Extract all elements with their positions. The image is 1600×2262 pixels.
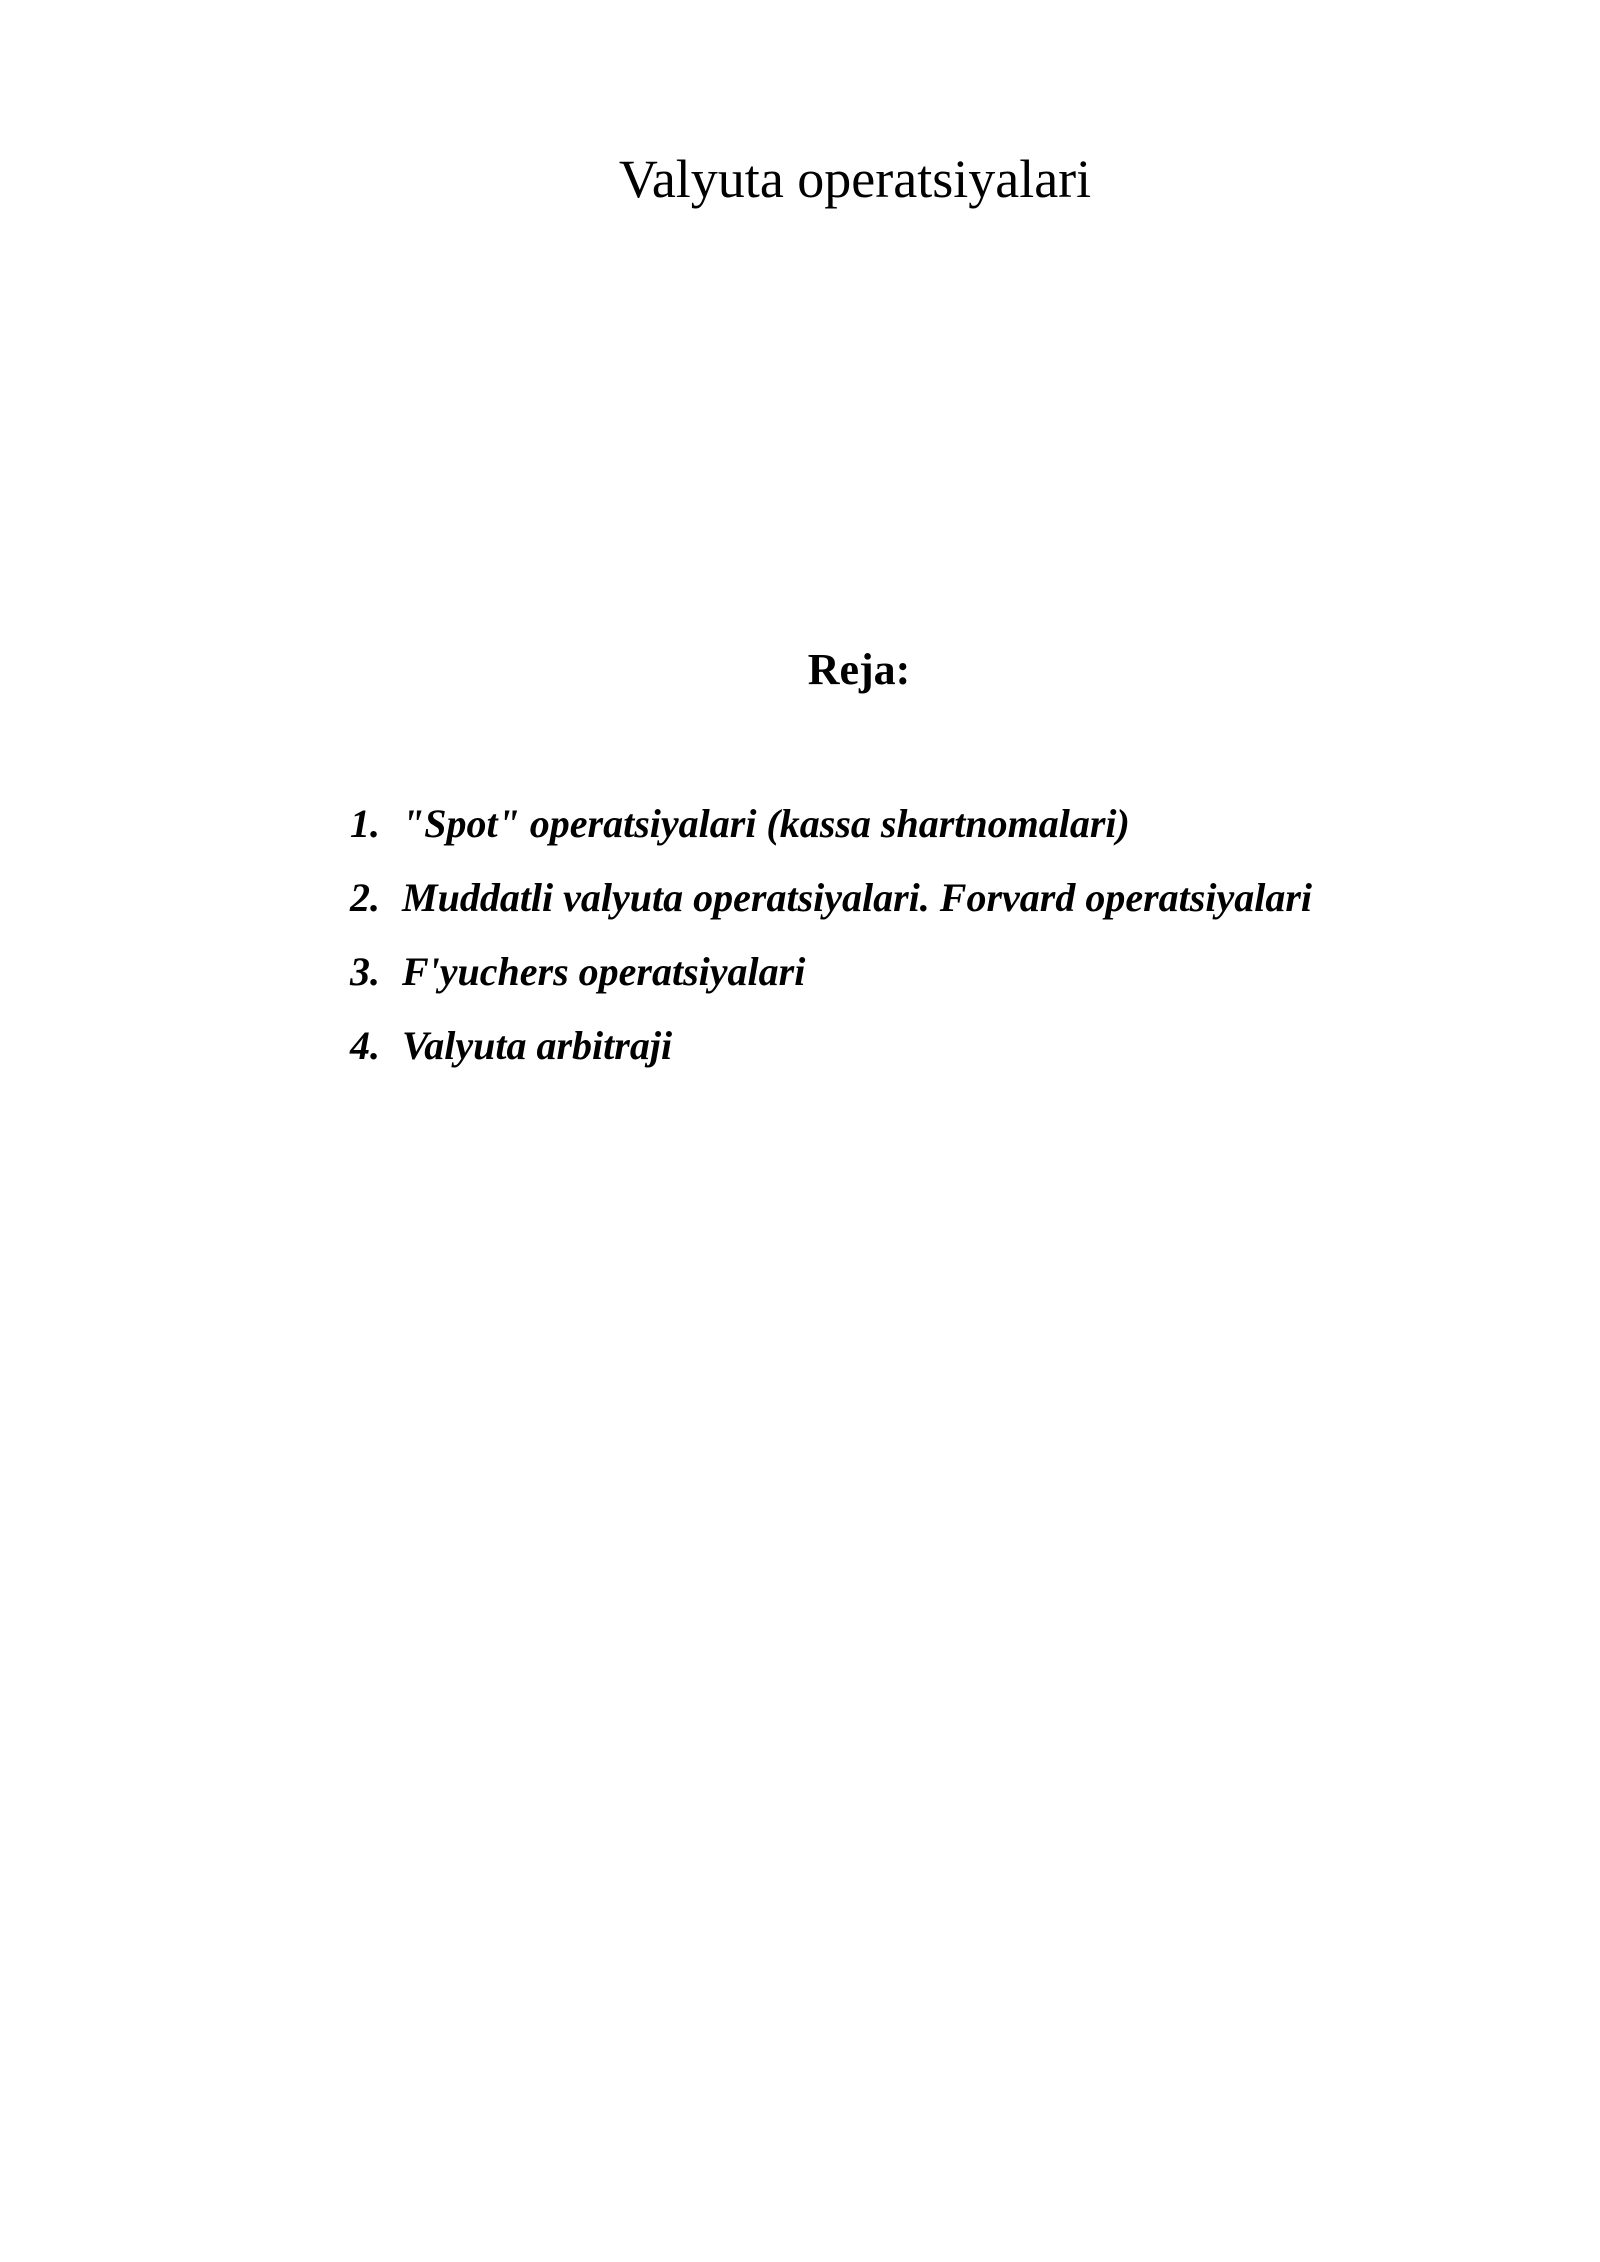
plan-item-number: 2. xyxy=(350,875,380,920)
plan-item-text: Muddatli valyuta operatsiyalari. Forvard operatsiyalari xyxy=(402,875,1313,920)
plan-item-text: "Spot" operatsiyalari (kassa shartnomalari) xyxy=(402,801,1130,846)
plan-item-text: Valyuta arbitraji xyxy=(402,1023,673,1068)
plan-item-number: 4. xyxy=(350,1023,380,1068)
plan-heading: Reja: xyxy=(807,645,911,694)
plan-item xyxy=(350,1023,1312,1100)
plan-item xyxy=(350,875,1313,952)
document-title: Valyuta operatsiyalari xyxy=(618,149,1092,209)
plan-item-number: 3. xyxy=(350,949,380,994)
plan-item xyxy=(350,801,1312,878)
plan-item-text: F'yuchers operatsiyalari xyxy=(402,949,806,994)
plan-list xyxy=(350,801,1313,1100)
plan-item xyxy=(350,949,1312,1026)
plan-item-number: 1. xyxy=(350,801,380,846)
